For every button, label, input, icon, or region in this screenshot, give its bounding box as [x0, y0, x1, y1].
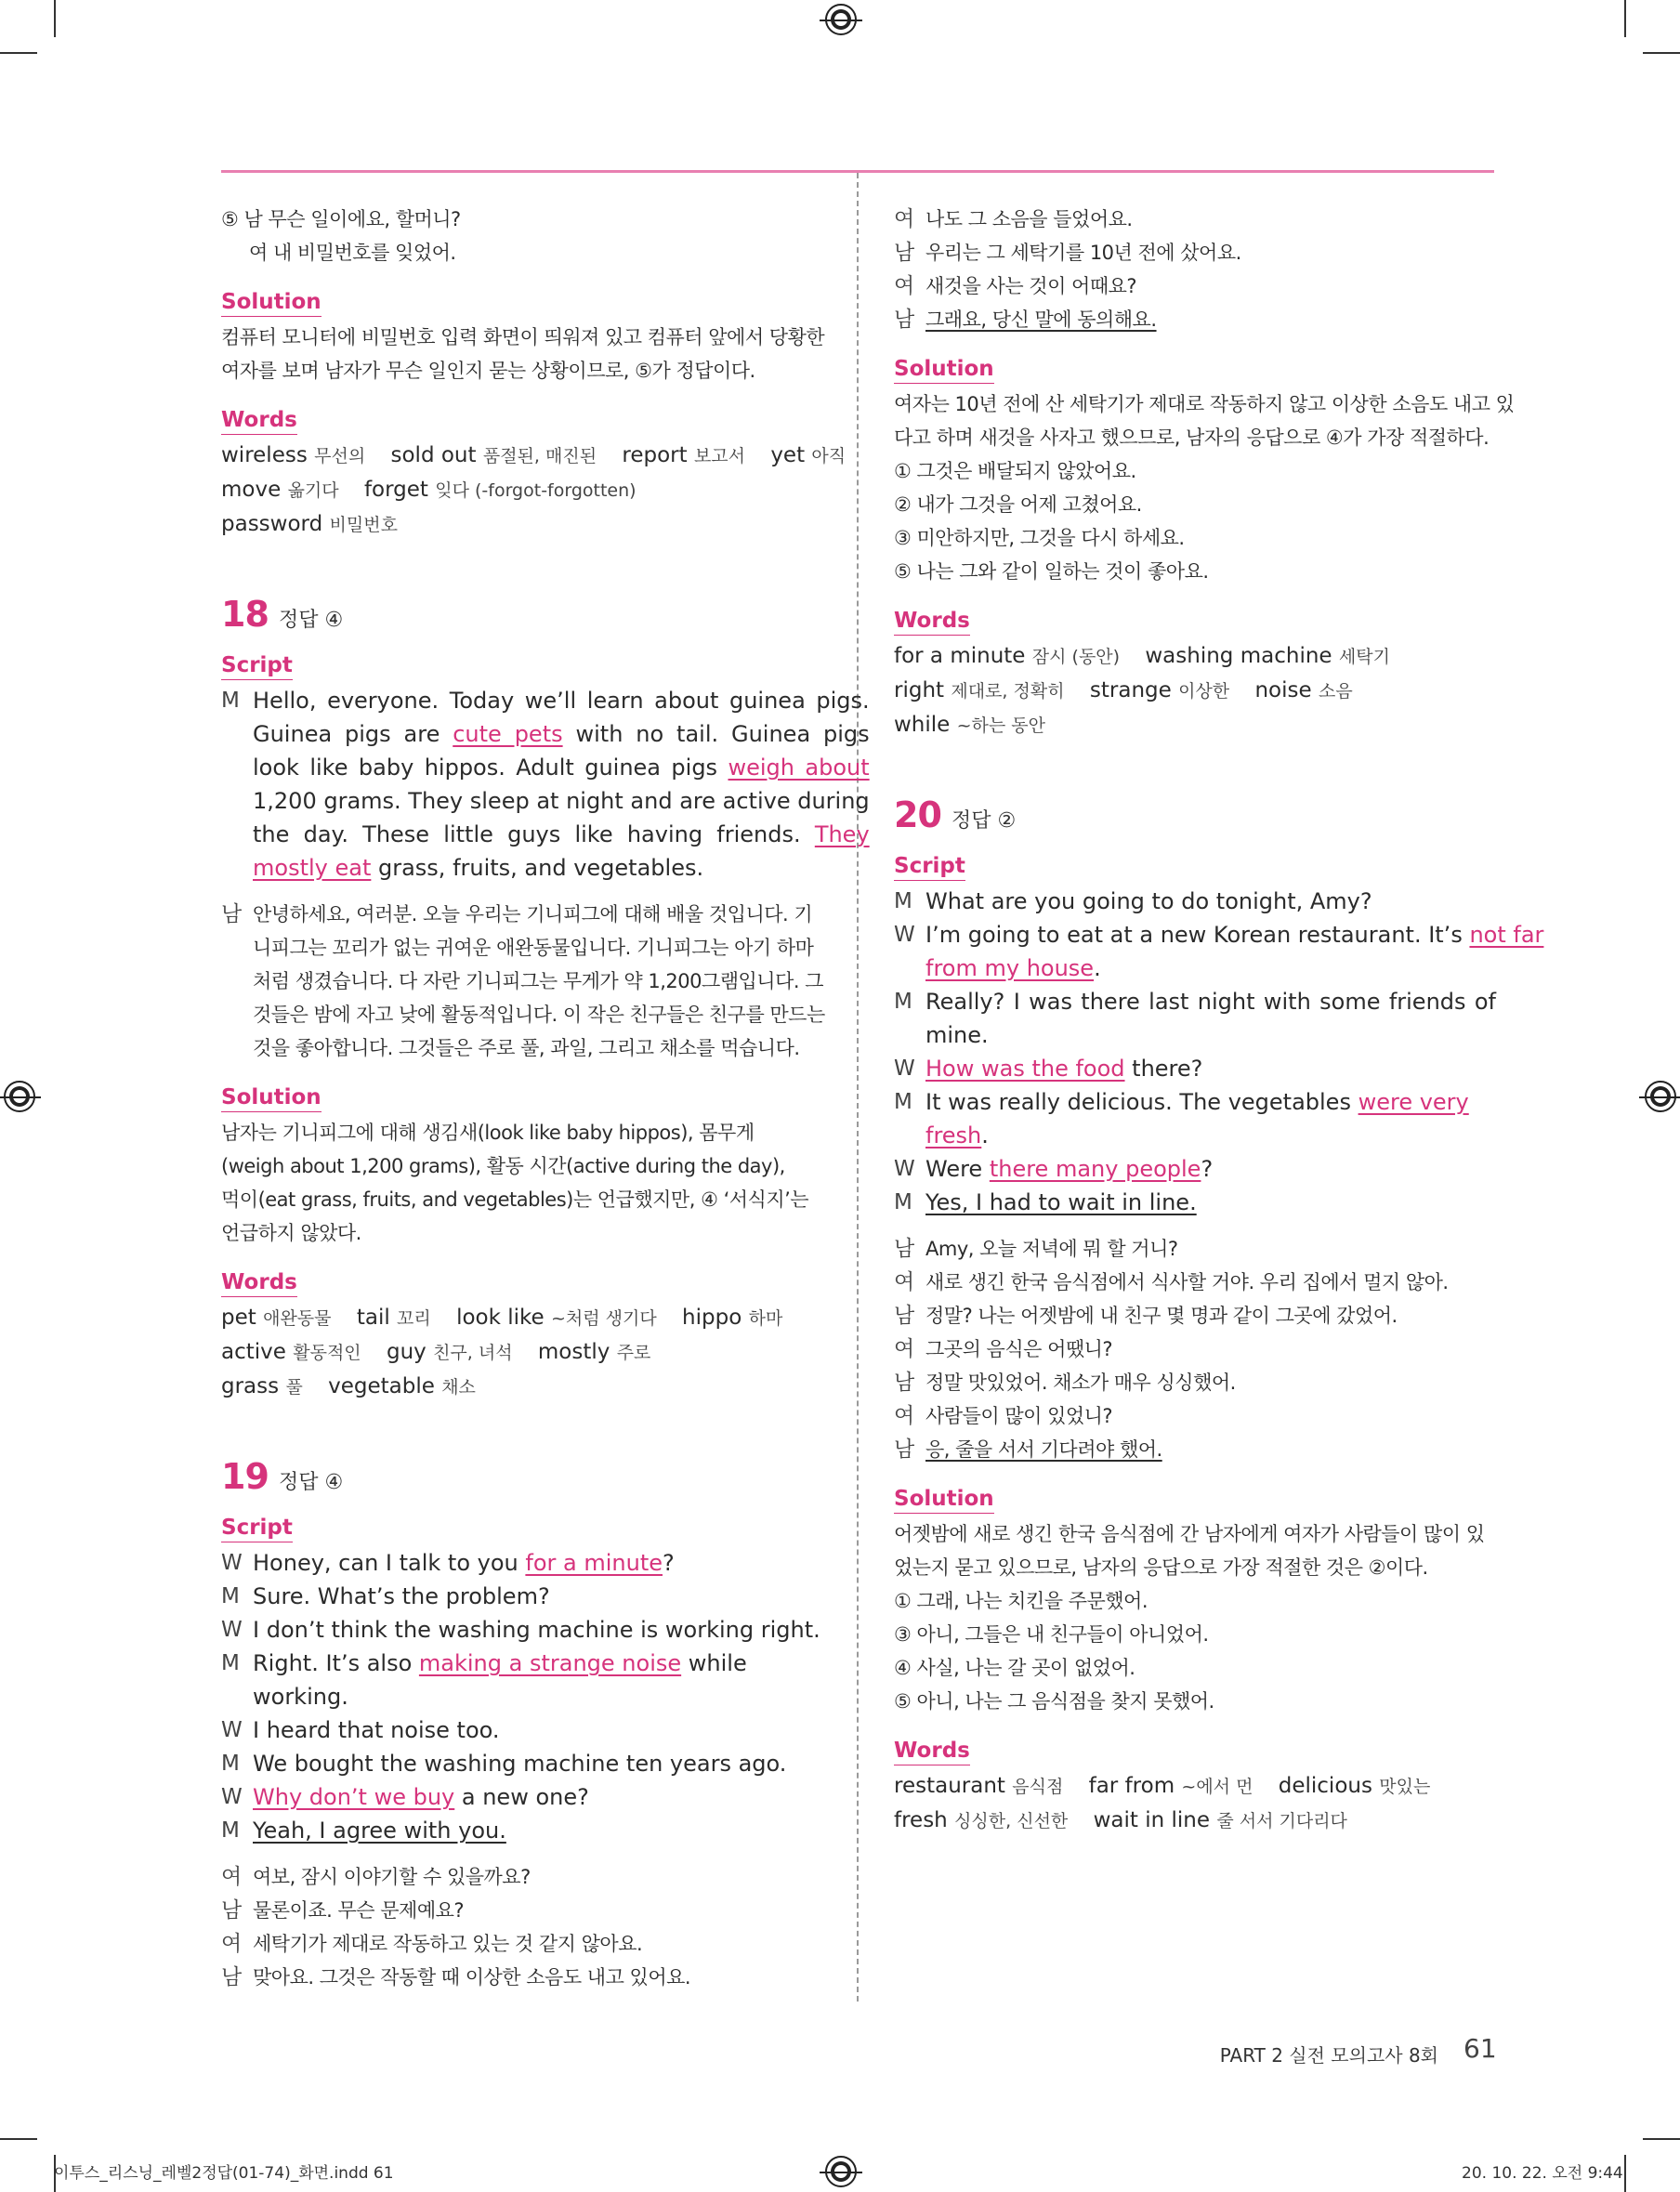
word-en: mostly — [537, 1340, 610, 1364]
word-ko: 꼬리 — [397, 1308, 431, 1329]
script-line: W Honey, can I talk to you for a minute? — [221, 1550, 675, 1576]
translation-block — [221, 898, 823, 1065]
solution-line: 남자는 기니피그에 대해 생김새(look like baby hippos), 몸무게 — [221, 1122, 755, 1144]
solution-line: ③ 아니, 그들은 내 친구들이 아니었어. — [894, 1623, 1209, 1646]
word-ko: 잊다 (-forgot-forgotten) — [435, 480, 637, 501]
solution-heading: Solution — [221, 1083, 322, 1112]
script-line: M Sure. What’s the problem? — [221, 1583, 550, 1609]
word-ko: 잠시 (동안) — [1031, 647, 1121, 667]
script-line: look like baby hippos. Adult guinea pigs weigh about — [253, 755, 870, 781]
word-en: look like — [456, 1306, 545, 1330]
registration-mark-icon — [1645, 1081, 1676, 1112]
key-phrase: there many people — [989, 1156, 1201, 1182]
question-number: 20 — [894, 794, 941, 835]
script-heading: Script — [221, 651, 293, 680]
word-en: forget — [363, 478, 428, 502]
word-ko: 풀 — [285, 1377, 303, 1398]
translation-line: 남 우리는 그 세탁기를 10년 전에 샀어요. — [894, 241, 1241, 265]
word-ko: 비밀번호 — [329, 515, 398, 535]
answer-underline: Yeah, I agree with you. — [253, 1818, 506, 1844]
word-en: delicious — [1278, 1774, 1372, 1798]
translation-line: 것을 좋아합니다. 그것들은 주로 풀, 과일, 그리고 채소를 먹습니다. — [253, 1037, 800, 1059]
word-en: pet — [221, 1306, 256, 1330]
word-en: yet — [770, 443, 806, 467]
words-line — [221, 1335, 823, 1370]
script-line: W I don’t think the washing machine is working right. — [221, 1617, 820, 1643]
key-phrase: weigh about — [728, 755, 870, 781]
crop-mark — [54, 0, 56, 37]
words-heading: Words — [894, 607, 970, 636]
right-column — [894, 203, 1544, 1838]
translation-line: 남 Amy, 오늘 저녁에 뭐 할 거니? — [894, 1237, 1178, 1261]
solution-line: 먹이(eat grass, fruits, and vegetables)는 언급했지만, ④ ‘서식지’는 — [221, 1188, 809, 1211]
script-line: Hello, everyone. Today we’ll learn about guinea pigs. — [253, 688, 870, 714]
words-line — [894, 708, 1496, 742]
translation-line: 남 맞아요. 그것은 작동할 때 이상한 소음도 내고 있어요. — [221, 1965, 691, 1989]
key-phrase: were very fresh — [925, 1089, 1469, 1149]
script-line: W I’m going to eat at a new Korean restaurant. It’s not far from my house. — [894, 922, 1544, 981]
crop-mark — [1643, 52, 1680, 54]
word-ko: 세탁기 — [1338, 647, 1390, 667]
question-header — [221, 594, 823, 646]
question-number: 19 — [221, 1456, 269, 1497]
words-line — [894, 674, 1496, 708]
word-ko: 보고서 — [693, 446, 745, 466]
script-line: M Yes, I had to wait in line. — [894, 1189, 1197, 1215]
translation-line: 남 정말 맛있었어. 채소가 매우 싱싱했어. — [894, 1371, 1236, 1395]
script-line: M It was really delicious. The vegetables were very fresh. — [894, 1089, 1469, 1149]
key-phrase: How was the food — [925, 1056, 1125, 1082]
translation-line: 여 세탁기가 제대로 작동하고 있는 것 같지 않아요. — [221, 1932, 643, 1956]
solution-line: 어젯밤에 새로 생긴 한국 음식점에 간 남자에게 여자가 사람들이 많이 있 — [894, 1523, 1485, 1545]
word-en: washing machine — [1145, 644, 1332, 668]
footer-file-name: 이투스_리스닝_레벨2정답(01-74)_화면.indd 61 — [54, 2164, 394, 2183]
answer-label: 정답 ④ — [279, 609, 344, 632]
words-heading: Words — [221, 1268, 297, 1297]
key-phrase: for a minute — [525, 1550, 663, 1576]
dialog-line: ⑤ 남 무슨 일이에요, 할머니? — [221, 208, 461, 230]
word-en: wireless — [221, 443, 308, 467]
word-en: grass — [221, 1374, 280, 1398]
answer-label: 정답 ④ — [279, 1471, 344, 1494]
word-ko: 옮기다 — [287, 480, 339, 501]
solution-line: ⑤ 아니, 나는 그 음식점을 찾지 못했어. — [894, 1690, 1214, 1713]
dialog-line: 여 내 비밀번호를 잊었어. — [249, 242, 456, 264]
words-line — [221, 439, 847, 473]
words-line — [221, 1301, 823, 1335]
word-en: for a minute — [894, 644, 1026, 668]
words-line — [894, 1769, 1496, 1804]
words-heading: Words — [221, 406, 297, 435]
key-phrase: mostly eat — [253, 855, 372, 881]
solution-heading: Solution — [894, 355, 994, 384]
word-en: noise — [1254, 678, 1312, 702]
script-line: W Were there many people? — [894, 1156, 1214, 1182]
question-header — [221, 1456, 823, 1508]
solution-line: 언급하지 않았다. — [221, 1222, 361, 1244]
crop-mark — [1624, 2155, 1626, 2192]
registration-mark-icon — [825, 2156, 857, 2187]
solution-line: ④ 사실, 나는 갈 곳이 없었어. — [894, 1657, 1135, 1679]
script-line: W I heard that noise too. — [221, 1717, 500, 1743]
solution-line: ③ 미안하지만, 그것을 다시 하세요. — [894, 527, 1185, 549]
word-en: tail — [356, 1306, 390, 1330]
answer-underline: Yes, I had to wait in line. — [925, 1189, 1197, 1215]
footer-date: 20. 10. 22. 오전 9:44 — [1462, 2164, 1623, 2183]
translation-line: 니피그는 꼬리가 없는 귀여운 애완동물입니다. 기니피그는 아기 하마 — [253, 937, 814, 959]
translation-line: 것들은 밤에 자고 낮에 활동적입니다. 이 작은 친구들은 친구를 만드는 — [253, 1004, 825, 1026]
word-ko: 줄 서서 기다리다 — [1216, 1811, 1347, 1831]
registration-mark-icon — [4, 1081, 35, 1112]
solution-line: ⑤ 나는 그와 같이 일하는 것이 좋아요. — [894, 560, 1209, 583]
word-ko: 친구, 녀석 — [433, 1343, 513, 1363]
word-en: hippo — [682, 1306, 742, 1330]
solution-line: ① 그것은 배달되지 않았어요. — [894, 460, 1136, 482]
word-ko: 활동적인 — [293, 1343, 361, 1363]
script-heading: Script — [894, 852, 965, 881]
word-en: restaurant — [894, 1774, 1005, 1798]
key-phrase: They — [814, 821, 870, 847]
script-line: W How was the food there? — [894, 1056, 1203, 1082]
word-en: report — [622, 443, 688, 467]
question-header — [894, 794, 1496, 847]
crop-mark — [1643, 2138, 1680, 2140]
script-heading: Script — [221, 1514, 293, 1542]
word-en: password — [221, 512, 323, 536]
registration-mark-icon — [825, 4, 857, 35]
translation-line: 남 응, 줄을 서서 기다려야 했어. — [894, 1437, 1162, 1462]
answer-underline: 응, 줄을 서서 기다려야 했어. — [925, 1438, 1162, 1461]
word-ko: 이상한 — [1178, 681, 1230, 702]
translation-line: 여 새것을 사는 것이 어때요? — [894, 274, 1137, 298]
speaker-label: M — [221, 689, 240, 713]
crop-mark — [0, 52, 37, 54]
word-en: wait in line — [1093, 1808, 1211, 1832]
word-en: strange — [1089, 678, 1172, 702]
word-ko: 소음 — [1318, 681, 1353, 702]
solution-line: 여자를 보며 남자가 무슨 일인지 묻는 상황이므로, ⑤가 정답이다. — [221, 360, 755, 382]
words-line — [894, 1804, 1496, 1838]
word-ko: 음식점 — [1012, 1777, 1064, 1797]
translation-line: 여 나도 그 소음을 들었어요. — [894, 207, 1133, 231]
word-ko: 싱싱한, 신선한 — [954, 1811, 1069, 1831]
solution-heading: Solution — [894, 1485, 994, 1514]
word-en: vegetable — [328, 1374, 435, 1398]
key-phrase: from my house — [925, 955, 1095, 981]
translation-line: 안녕하세요, 여러분. 오늘 우리는 기니피그에 대해 배울 것입니다. 기 — [253, 903, 813, 925]
word-en: right — [894, 678, 945, 702]
words-line — [221, 473, 823, 507]
solution-line: 다고 하며 새것을 사자고 했으므로, 남자의 응답으로 ④가 가장 적절하다. — [894, 427, 1490, 449]
translation-line: 여 새로 생긴 한국 음식점에서 식사할 거야. 우리 집에서 멀지 않아. — [894, 1270, 1449, 1294]
translation-line: 남 그래요, 당신 말에 동의해요. — [894, 308, 1157, 332]
translation-line: 여 여보, 잠시 이야기할 수 있을까요? — [221, 1865, 531, 1889]
script-line: M Really? I was there last night with some friends of mine. — [894, 989, 1496, 1048]
speaker-label: 남 — [221, 902, 242, 926]
script-line: mostly eat grass, fruits, and vegetables. — [253, 855, 704, 881]
key-phrase: cute pets — [453, 721, 563, 747]
words-heading: Words — [894, 1737, 970, 1765]
translation-line: 남 정말? 나는 어젯밤에 내 친구 몇 명과 같이 그곳에 갔었어. — [894, 1304, 1398, 1328]
answer-label: 정답 ② — [952, 809, 1017, 833]
word-ko: ~하는 동안 — [956, 715, 1046, 736]
word-en: active — [221, 1340, 286, 1364]
word-ko: 무선의 — [314, 446, 366, 466]
solution-line: (weigh about 1,200 grams), 활동 시간(active during the day), — [221, 1155, 785, 1177]
translation-line: 남 물론이죠. 무슨 문제예요? — [221, 1898, 465, 1923]
page-number: 61 — [1463, 2033, 1497, 2064]
solution-line: 었는지 묻고 있으므로, 남자의 응답으로 가장 적절한 것은 ②이다. — [894, 1556, 1428, 1579]
word-ko: 하마 — [748, 1308, 783, 1329]
script-line: M We bought the washing machine ten years ago. — [221, 1751, 787, 1777]
solution-heading: Solution — [221, 288, 322, 317]
script-block — [221, 684, 870, 885]
script-line: Guinea pigs are cute pets with no tail. Guinea pigs — [253, 721, 870, 747]
crop-mark — [0, 2138, 37, 2140]
script-line: M Yeah, I agree with you. — [221, 1818, 506, 1844]
word-en: sold out — [390, 443, 477, 467]
script-line: the day. These little guys like having friends. They — [253, 821, 870, 847]
words-line — [221, 1370, 823, 1404]
word-en: guy — [386, 1340, 427, 1364]
solution-line: 컴퓨터 모니터에 비밀번호 입력 화면이 띄워져 있고 컴퓨터 앞에서 당황한 — [221, 326, 825, 348]
word-ko: 제대로, 정확히 — [951, 681, 1065, 702]
word-en: move — [221, 478, 282, 502]
word-ko: 애완동물 — [263, 1308, 332, 1329]
word-ko: 맛있는 — [1379, 1777, 1431, 1797]
word-ko: ~에서 먼 — [1181, 1777, 1253, 1797]
question-number: 18 — [221, 594, 269, 635]
key-phrase: making a strange noise — [418, 1650, 682, 1676]
words-line — [894, 639, 1496, 674]
translation-line: 여 사람들이 많이 있었니? — [894, 1404, 1113, 1428]
solution-line: ② 내가 그것을 어제 고쳤어요. — [894, 493, 1142, 516]
answer-underline: 그래요, 당신 말에 동의해요. — [925, 308, 1157, 331]
key-phrase: not far — [1469, 922, 1544, 948]
script-line: W Why don’t we buy a new one? — [221, 1784, 589, 1810]
script-line: M What are you going to do tonight, Amy? — [894, 888, 1372, 914]
solution-line: 여자는 10년 전에 산 세탁기가 제대로 작동하지 않고 이상한 소음도 내고 있 — [894, 393, 1515, 415]
key-phrase: Why don’t we buy — [253, 1784, 455, 1810]
column-divider — [857, 173, 859, 2002]
translation-line: 여 그곳의 음식은 어땠니? — [894, 1337, 1113, 1361]
word-en: far from — [1088, 1774, 1175, 1798]
words-line — [221, 507, 823, 542]
translation-line: 처럼 생겼습니다. 다 자란 기니피그는 무게가 약 1,200그램입니다. 그 — [253, 970, 824, 992]
footer-part-label: PART 2 실전 모의고사 8회 — [1219, 2044, 1438, 2067]
script-line: M Right. It’s also making a strange noise while working. — [221, 1650, 747, 1710]
word-ko: 아직 — [811, 446, 847, 466]
word-en: fresh — [894, 1808, 948, 1832]
word-en: while — [894, 713, 951, 737]
solution-line: ① 그래, 나는 치킨을 주문했어. — [894, 1590, 1148, 1612]
word-ko: 채소 — [441, 1377, 476, 1398]
left-column — [221, 203, 870, 1994]
crop-mark — [1624, 0, 1626, 37]
word-ko: 품절된, 매진된 — [482, 446, 597, 466]
script-line: 1,200 grams. They sleep at night and are active during — [253, 788, 870, 814]
word-ko: 주로 — [616, 1343, 651, 1363]
word-ko: ~처럼 생기다 — [551, 1308, 657, 1329]
